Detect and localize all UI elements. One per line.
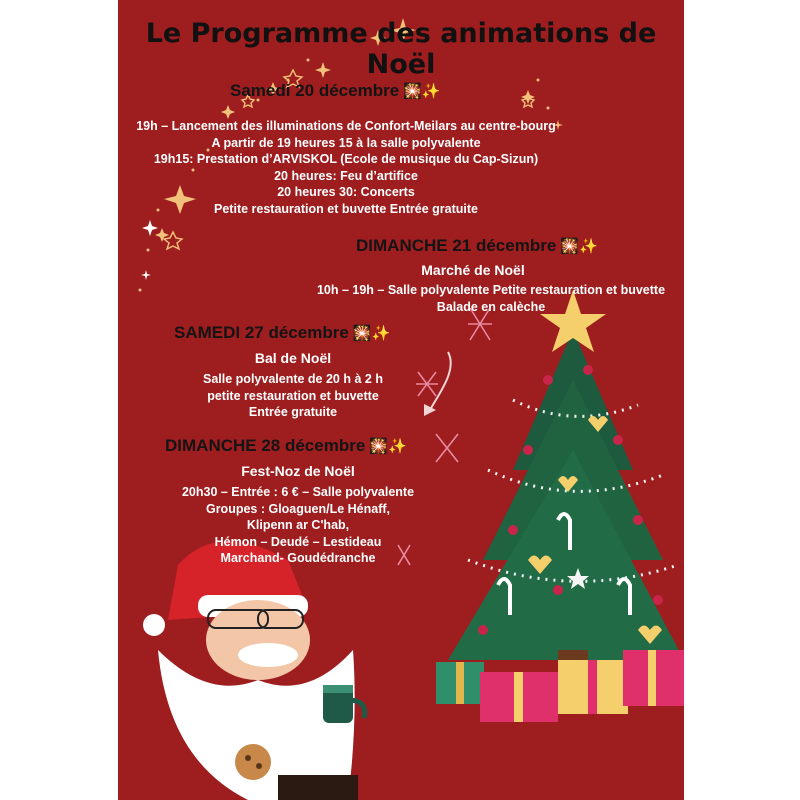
event-1-line: 20 heures: Feu d’artifice [274,168,418,183]
event-2-subtitle: Marché de Noël [421,262,525,278]
event-1-heading [230,81,441,101]
fireworks-sparkle-icon: 🎇✨ [369,437,407,455]
event-4-line: Hémon – Deudé – Lestideau [214,534,382,549]
event-3-date: SAMEDI 27 décembre [174,323,349,342]
event-1-date: Samedi 20 décembre [230,81,400,100]
event-2-date: DIMANCHE 21 décembre [356,236,557,255]
event-1-line: A partir de 19 heures 15 à la salle polyvalente [211,135,481,150]
fireworks-sparkle-icon: 🎇✨ [560,237,598,255]
event-4-heading [165,436,407,456]
christmas-tree-icon [448,290,684,680]
event-4-date: DIMANCHE 28 décembre [165,436,366,455]
event-4-line: Marchand- Goudédranche [220,551,376,566]
event-2-line: Balade en calèche [436,299,546,314]
event-4-line: Groupes : Gloaguen/Le Hénaff, [205,501,391,516]
event-3-heading [174,323,390,343]
event-3-subtitle: Bal de Noël [254,350,332,366]
event-4-line: 20h30 – Entrée : 6 € – Salle polyvalente [181,485,415,499]
event-4-details [168,484,428,567]
event-3-line: Salle polyvalente de 20 h à 2 h [203,372,383,386]
arrow-icon [430,352,451,410]
event-3-line: Entrée gratuite [248,405,338,420]
event-4-subtitle: Fest-Noz de Noël [241,463,355,479]
poster [118,0,684,800]
event-1-line: Petite restauration et buvette Entrée gratuite [214,201,478,216]
santa-icon [143,541,365,800]
page-title: Le Programme des animations de Noël [145,18,657,80]
event-4-line: Klipenn ar C'hab, [246,518,350,533]
event-1-line: 19h15: Prestation d’ARVISKOL (Ecole de musique du Cap-Sizun) [153,152,539,167]
fireworks-sparkle-icon: 🎇✨ [352,324,391,342]
event-3-line: petite restauration et buvette [207,388,379,403]
event-2-line: 10h – 19h – Salle polyvalente Petite restauration et buvette [316,283,666,297]
fireworks-sparkle-icon: 🎇✨ [403,82,441,100]
event-1-line: 19h – Lancement des illuminations de Confort-Meilars au centre-bourg [136,119,556,133]
event-1-line: 20 heures 30: Concerts [277,185,415,200]
presents-icon [436,650,684,722]
event-3-details [178,371,408,421]
event-1-details [131,118,561,218]
event-2-details [306,282,676,315]
event-2-heading [356,236,598,256]
